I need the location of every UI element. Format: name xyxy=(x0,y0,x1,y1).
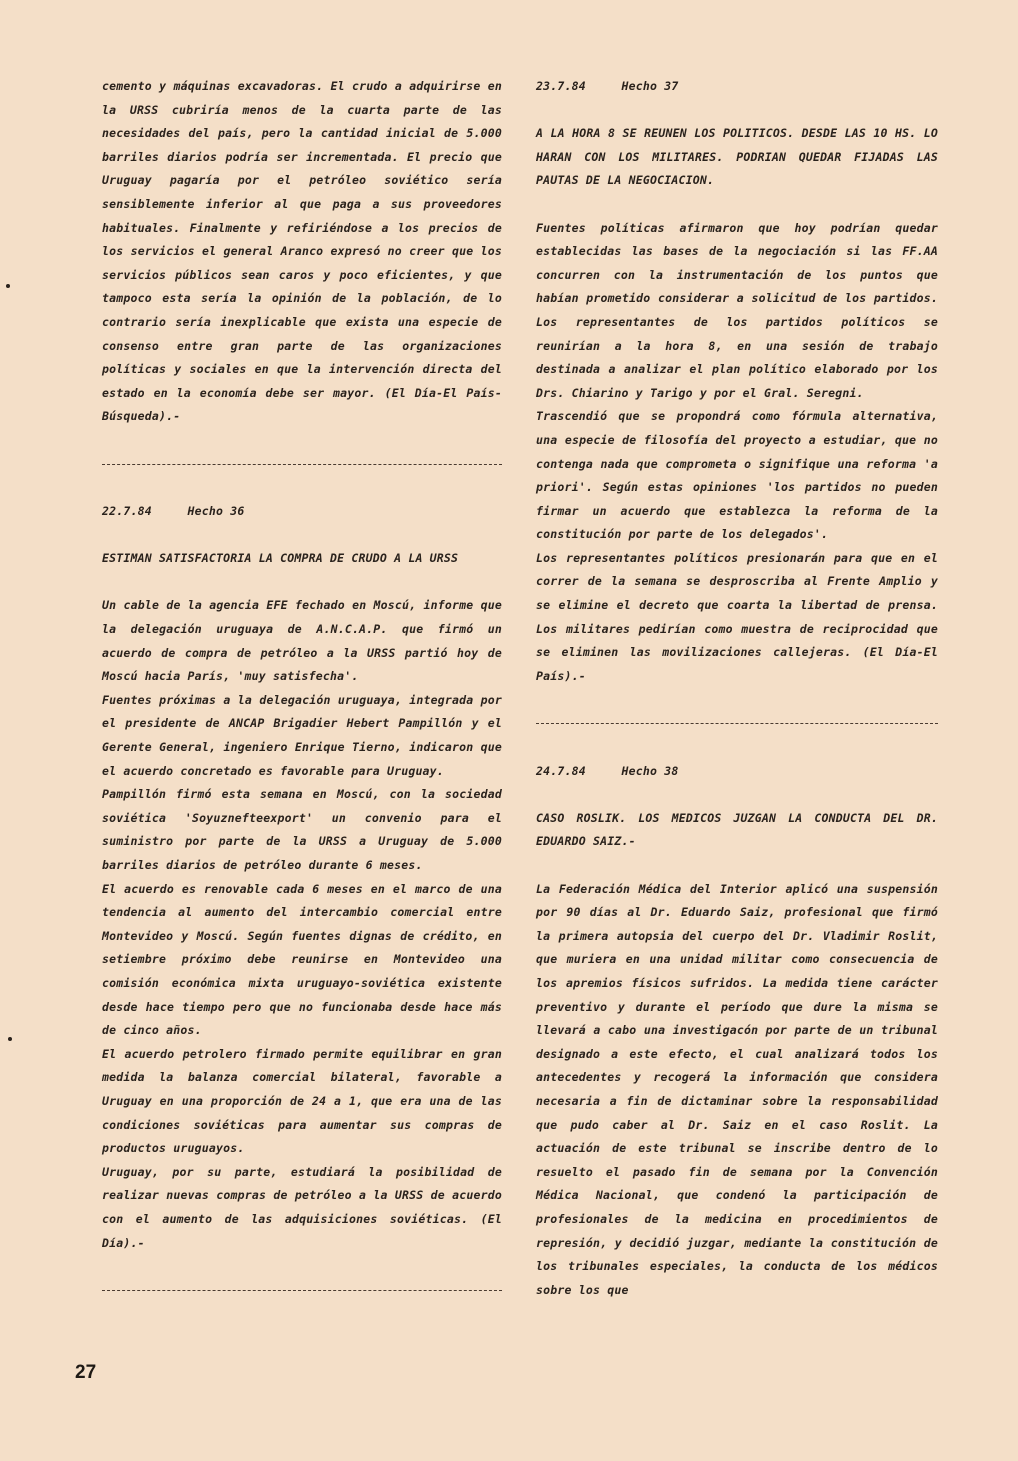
left-column xyxy=(102,75,502,1303)
dashed-separator xyxy=(536,723,938,724)
entry-paragraph: La Federación Médica del Interior aplicó una suspensión por 90 días al Dr. Eduardo Saiz, profesional que firmó la primera autopsia del cuerpo del Dr. Vladimir Roslit, que muriera en una unidad militar como consecuencia de los apremios físicos sufridos. La medida tiene carácter preventivo y durante el período que dure la misma se llevará a cabo una investigacón por parte de un tribunal designado a este efecto, el cual analizará todos los antecedentes y recogerá la información que considera necesaria a fin de dictaminar sobre la responsabilidad que pudo caber al Dr. Saiz en el caso Roslit. La actuación de este tribunal se inscribe dentro de lo resuelto el pasado fin de semana por la Convención Médica Nacional, que condenó la participación de profesionales de la medicina en procedimientos de represión, y decidió juzgar, mediante la constitución de los tribunales especiales, la conducta de los médicos sobre los que xyxy=(536,881,938,1297)
entry-paragraph: Pampillón firmó esta semana en Moscú, con la sociedad soviética 'Soyuznefteexport' un convenio para el suministro por parte de la URSS a Uruguay de 5.000 barriles diarios de petróleo durante 6 meses. xyxy=(102,787,502,872)
entry-date-heading: 22.7.84 Hecho 36 xyxy=(102,504,245,519)
entry-paragraph: Trascendió que se propondrá como fórmula alternativa, una especie de filosofía del proyecto a estudiar, que no contenga nada que comprometa o signifique una reforma 'a priori'. Según estas opiniones 'los partidos no pueden firmar un acuerdo que establezca la reforma de la constitución por parte de los delegados'. xyxy=(536,409,938,542)
dashed-separator xyxy=(102,464,502,465)
entry-date-heading: 24.7.84 Hecho 38 xyxy=(536,763,679,778)
entry-paragraph: Un cable de la agencia EFE fechado en Moscú, informe que la delegación uruguaya de A.N.C.A.P. que firmó un acuerdo de compra de petróleo a la URSS partió hoy de Moscú hacia París, 'muy satisfecha'. xyxy=(102,598,502,684)
entry-headline: CASO ROSLIK. LOS MEDICOS JUZGAN LA CONDUCTA DEL DR. EDUARDO SAIZ.- xyxy=(536,810,938,849)
entry-paragraph: El acuerdo petrolero firmado permite equilibrar en gran medida la balanza comercial bilateral, favorable a Uruguay en una proporción de 24 a 1, que era una de las condiciones soviéticas para aumentar sus compras de productos uruguayos. xyxy=(102,1046,502,1156)
entry-paragraph: Uruguay, por su parte, estudiará la posibilidad de realizar nuevas compras de petróleo a la URSS de acuerdo con el aumento de las adquisiciones soviéticas. (El Día).- xyxy=(102,1164,502,1250)
right-column xyxy=(536,75,938,1302)
entry-headline: ESTIMAN SATISFACTORIA LA COMPRA DE CRUDO A LA URSS xyxy=(102,551,459,566)
entry-headline: A LA HORA 8 SE REUNEN LOS POLITICOS. DESDE LAS 10 HS. LO HARAN CON LOS MILITARES. PODRIAN QUEDAR FIJADAS LAS PAUTAS DE LA NEGOCIACION. xyxy=(536,126,938,188)
entry-paragraph: Los representantes políticos presionarán para que en el correr de la semana se desproscriba al Frente Amplio y se elimine el decreto que coarta la libertad de prensa. Los militares pedirían como muestra de reciprocidad que se eliminen las movilizaciones callejeras. (El Día-El País).- xyxy=(536,550,938,683)
page-number: 27 xyxy=(75,1362,97,1383)
scan-speck xyxy=(6,284,10,288)
entry-paragraph: Fuentes políticas afirmaron que hoy podrían quedar establecidas las bases de la negociación si las FF.AA concurren con la instrumentación de los puntos que habían prometido considerar a solicitud de los partidos. Los representantes de los partidos políticos se reunirían a la hora 8, en una sesión de trabajo destinada a analizar el plan político elaborado por los Drs. Chiarino y Tarigo y por el Gral. Seregni. xyxy=(536,220,938,400)
scan-speck xyxy=(8,1037,12,1041)
dashed-separator xyxy=(102,1290,502,1291)
entry-date-heading: 23.7.84 Hecho 37 xyxy=(536,79,679,93)
entry-paragraph: Fuentes próximas a la delegación uruguaya, integrada por el presidente de ANCAP Brigadier Hebert Pampillón y el Gerente General, ingeniero Enrique Tierno, indicaron que el acuerdo concretado es favorable para Uruguay. xyxy=(102,692,502,778)
entry-paragraph: El acuerdo es renovable cada 6 meses en el marco de una tendencia al aumento del intercambio comercial entre Montevideo y Moscú. Según fuentes dignas de crédito, en setiembre próximo debe reunirse en Montevideo una comisión económica mixta uruguayo-soviética existente desde hace tiempo pero que no funcionaba desde hace más de cinco años. xyxy=(102,881,502,1038)
continued-paragraph: cemento y máquinas excavadoras. El crudo a adquirirse en la URSS cubriría menos de la cuarta parte de las necesidades del país, pero la cantidad inicial de 5.000 barriles diarios podría ser incrementada. El precio que Uruguay pagaría por el petróleo soviético sería sensiblemente inferior al que paga a sus proveedores habituales. Finalmente y refiriéndose a los precios de los servicios el general Aranco expresó no creer que los servicios públicos sean caros y poco eficientes, y que tampoco esta sería la opinión de la población, de lo contrario sería inexplicable que exista una especie de consenso entre gran parte de las organizaciones políticas y sociales en que la intervención directa del estado en la economía debe ser mayor. (El Día-El País-Búsqueda).- xyxy=(102,79,502,424)
